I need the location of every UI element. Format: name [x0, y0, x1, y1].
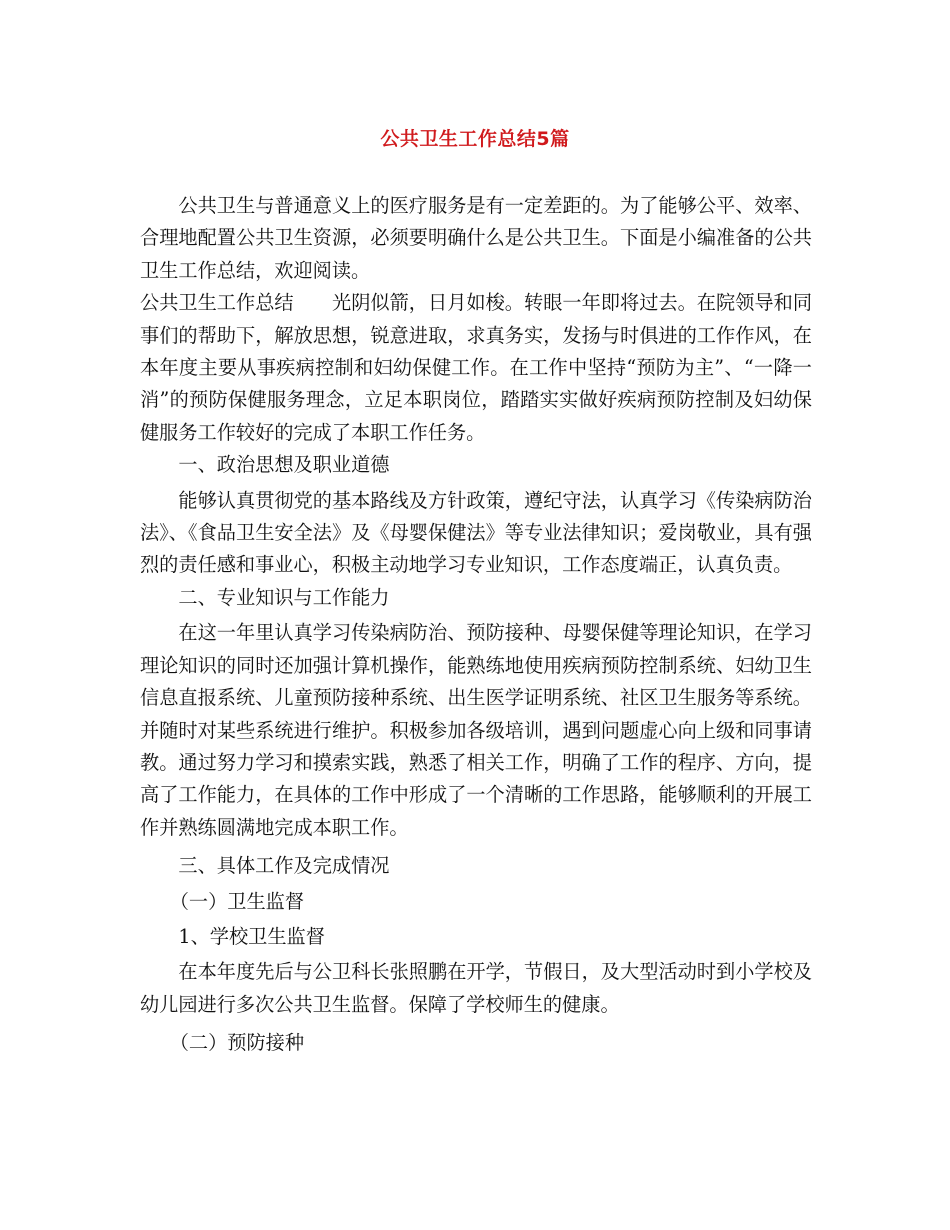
- article-lead-text: 光阴似箭，日月如梭。转眼一年即将过去。在院领导和同事们的帮助下，解放思想，锐意进取，求真务实，发扬与时俱进的工作作风，在本年度主要从事疾病控制和妇幼保健工作。在工作中坚持“预防为主”、“一降一消”的预防保健服务理念，立足本职岗位，踏踏实实做好疾病预防控制及妇幼保健服务工作较好的完成了本职工作任务。: [140, 291, 813, 444]
- section1-heading: 一、政治思想及职业道德: [178, 453, 390, 477]
- subsection2-heading: （二）预防接种: [169, 1031, 305, 1055]
- document-body: [140, 190, 812, 1060]
- article-heading: 公共卫生工作总结: [140, 291, 294, 315]
- intro-paragraph: 公共卫生与普通意义上的医疗服务是有一定差距的。为了能够公平、效率、合理地配置公共卫生资源，必须要明确什么是公共卫生。下面是小编准备的公共卫生工作总结，欢迎阅读。: [140, 194, 812, 282]
- article-lead-paragraph: [140, 287, 812, 449]
- section3-heading: 三、具体工作及完成情况: [178, 854, 390, 878]
- section2-paragraph: 在这一年里认真学习传染病防治、预防接种、母婴保健等理论知识，在学习理论知识的同时还加强计算机操作，能熟练地使用疾病预防控制系统、妇幼卫生信息直报系统、儿童预防接种系统、出生医学证明系统、社区卫生服务等系统。并随时对某些系统进行维护。积极参加各级培训，遇到问题虚心向上级和同事请教。通过努力学习和摸索实践，熟悉了相关工作，明确了工作的程序、方向，提高了工作能力，在具体的工作中形成了一个清晰的工作思路，能够顺利的开展工作并熟练圆满地完成本职工作。: [140, 621, 812, 839]
- document-title: 公共卫生工作总结5篇: [380, 128, 570, 150]
- subsection1-heading: （一）卫生监督: [169, 889, 305, 913]
- item1-heading: 1、学校卫生监督: [178, 924, 325, 948]
- section1-paragraph: 能够认真贯彻党的基本路线及方针政策，遵纪守法，认真学习《传染病防治法》、《食品卫生安全法》及《母婴保健法》等专业法律知识；爱岗敬业，具有强烈的责任感和事业心，积极主动地学习专业知识，工作态度端正，认真负责。: [140, 488, 812, 577]
- item1-paragraph: 在本年度先后与公卫科长张照鹏在开学，节假日，及大型活动时到小学校及幼儿园进行多次公共卫生监督。保障了学校师生的健康。: [140, 960, 812, 1016]
- section2-heading: 二、专业知识与工作能力: [178, 585, 390, 609]
